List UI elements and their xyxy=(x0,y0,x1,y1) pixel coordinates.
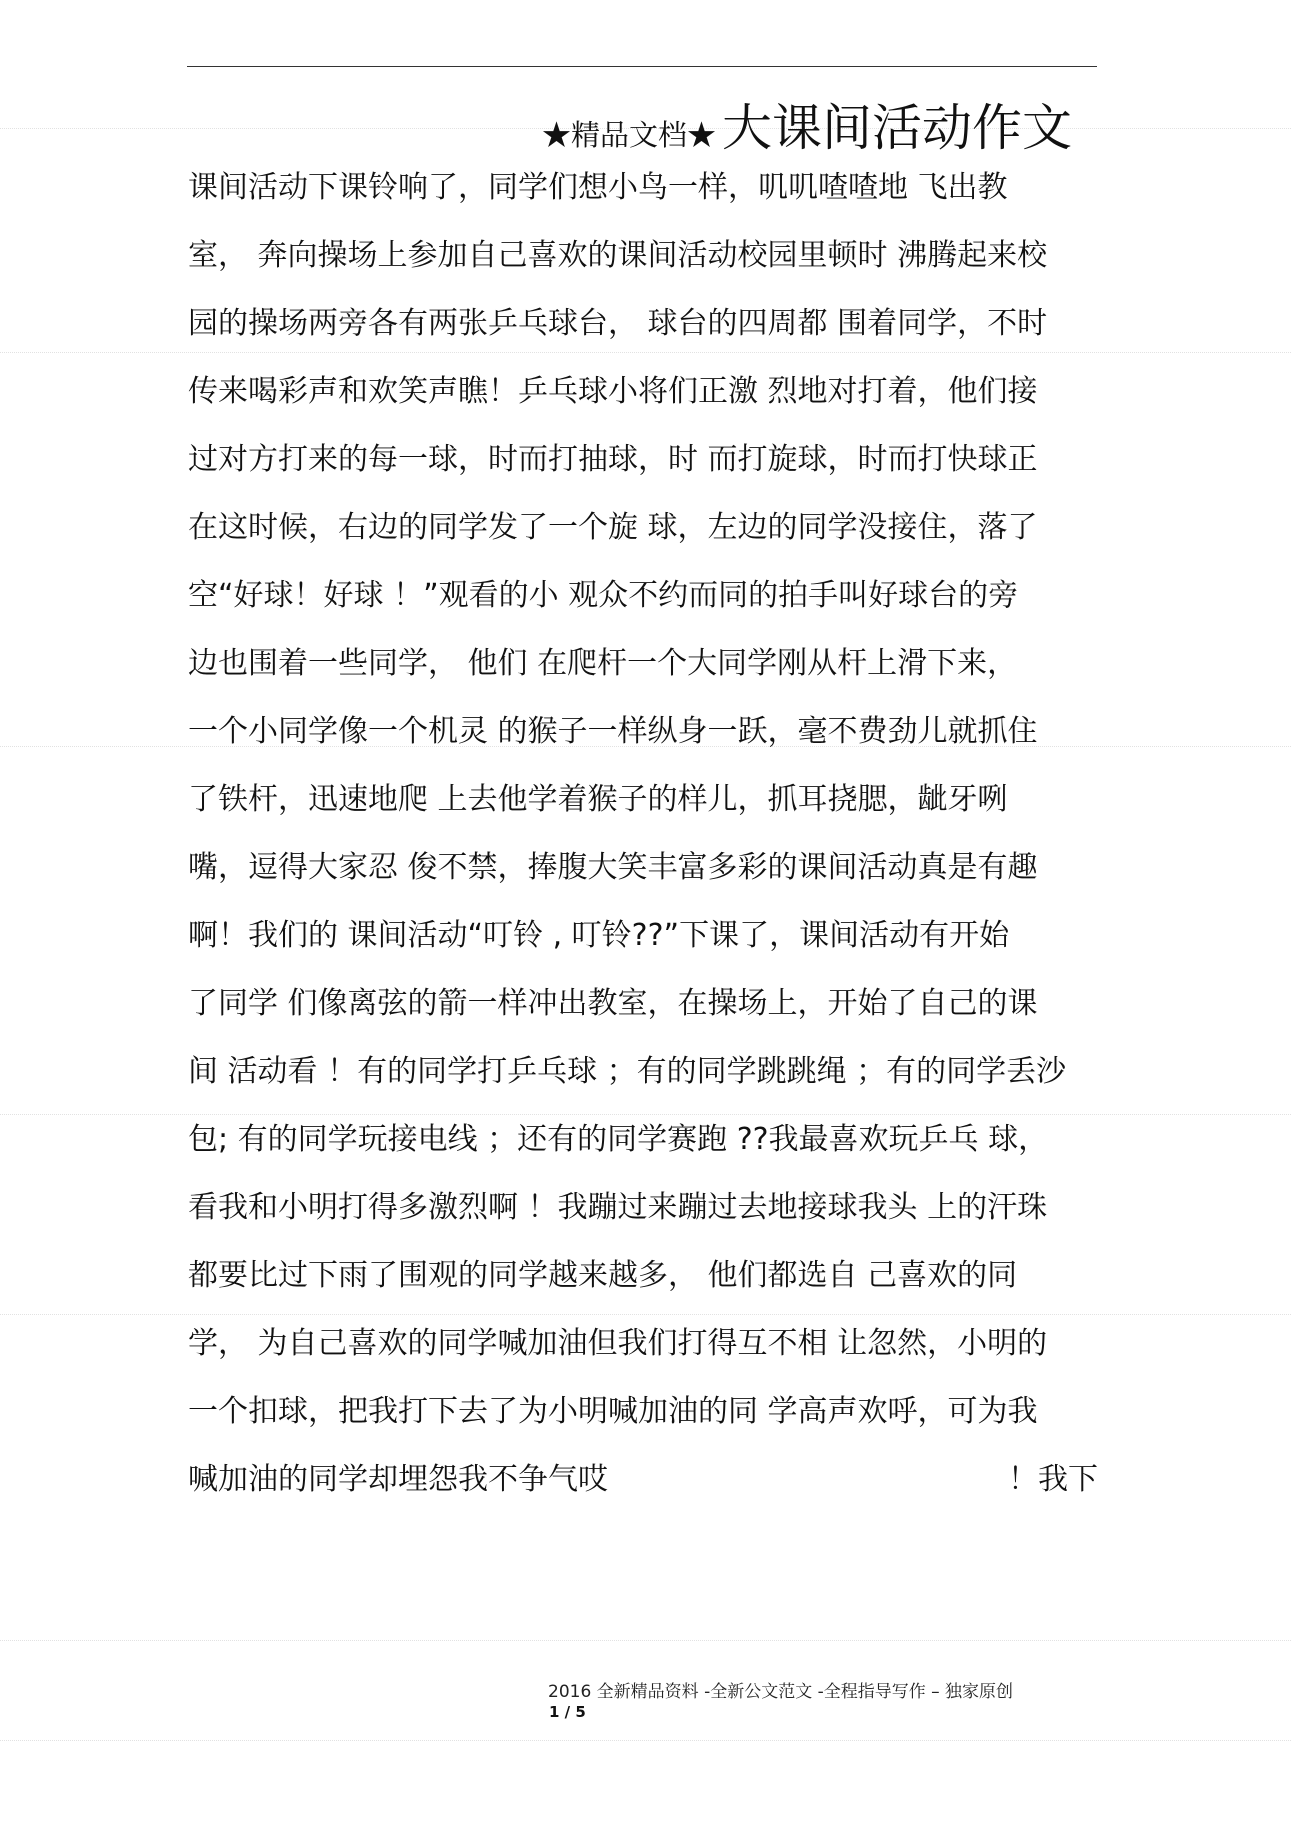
document-title xyxy=(542,88,1072,160)
text-line: 空“好球！好球 ！”观看的小 观众不约而同的拍手叫好球台的旁 xyxy=(188,578,1019,613)
background-rule xyxy=(0,352,1291,353)
text-line: 看我和小明打得多激烈啊 ！我蹦过来蹦过去地接球我头 上的汗珠 xyxy=(188,1190,1048,1225)
header-rule xyxy=(187,66,1097,67)
text-line-final-end: ！我下 xyxy=(1008,1462,1098,1497)
text-line: 一个小同学像一个机灵 的猴子一样纵身一跃，毫不费劲儿就抓住 xyxy=(188,714,1038,749)
text-line: 都要比过下雨了围观的同学越来越多， 他们都选自 己喜欢的同 xyxy=(188,1258,1018,1293)
footer-note: 2016 全新精品资料 -全新公文范文 -全程指导写作 – 独家原创 xyxy=(548,1682,1014,1702)
text-line: 过对方打来的每一球，时而打抽球，时 而打旋球，时而打快球正 xyxy=(188,442,1038,477)
text-line: 园的操场两旁各有两张乒乓球台， 球台的四周都 围着同学，不时 xyxy=(188,306,1048,341)
text-line: 包; 有的同学玩接电线 ；还有的同学赛跑 ??我最喜欢玩乒乓 球， xyxy=(188,1122,1049,1157)
page-number: 1 / 5 xyxy=(549,1703,586,1721)
text-line: 课间活动下课铃响了，同学们想小鸟一样，叽叽喳喳地 飞出教 xyxy=(188,170,1008,205)
text-line: 啊！我们的 课间活动“叮铃 , 叮铃??”下课了，课间活动有开始 xyxy=(188,918,1010,953)
text-line-final: 喊加油的同学却埋怨我不争气哎 xyxy=(188,1462,608,1497)
background-rule xyxy=(0,1740,1291,1741)
background-rule xyxy=(0,1640,1291,1641)
text-line: 嘴，逗得大家忍 俊不禁，捧腹大笑丰富多彩的课间活动真是有趣 xyxy=(188,850,1038,885)
text-line: 学， 为自己喜欢的同学喊加油但我们打得互不相 让忽然，小明的 xyxy=(188,1326,1048,1361)
text-line: 在这时候，右边的同学发了一个旋 球，左边的同学没接住，落了 xyxy=(188,510,1038,545)
quality-badge: ★精品文档★ xyxy=(541,118,716,152)
text-line: 室， 奔向操场上参加自己喜欢的课间活动校园里顿时 沸腾起来校 xyxy=(188,238,1048,273)
text-line: 了铁杆，迅速地爬 上去他学着猴子的样儿，抓耳挠腮，龇牙咧 xyxy=(188,782,1008,817)
text-line: 了同学 们像离弦的箭一样冲出教室，在操场上，开始了自己的课 xyxy=(188,986,1038,1021)
text-line: 一个扣球，把我打下去了为小明喊加油的同 学高声欢呼，可为我 xyxy=(188,1394,1038,1429)
title-text: 大课间活动作文 xyxy=(722,99,1072,157)
text-line: 传来喝彩声和欢笑声瞧！乒乓球小将们正激 烈地对打着，他们接 xyxy=(188,374,1038,409)
background-rule xyxy=(0,1114,1291,1115)
text-line: 边也围着一些同学， 他们 在爬杆一个大同学刚从杆上滑下来， xyxy=(188,646,1018,681)
background-rule xyxy=(0,1314,1291,1315)
text-line: 间 活动看 ！有的同学打乒乓球 ；有的同学跳跳绳 ；有的同学丢沙 xyxy=(188,1054,1067,1089)
